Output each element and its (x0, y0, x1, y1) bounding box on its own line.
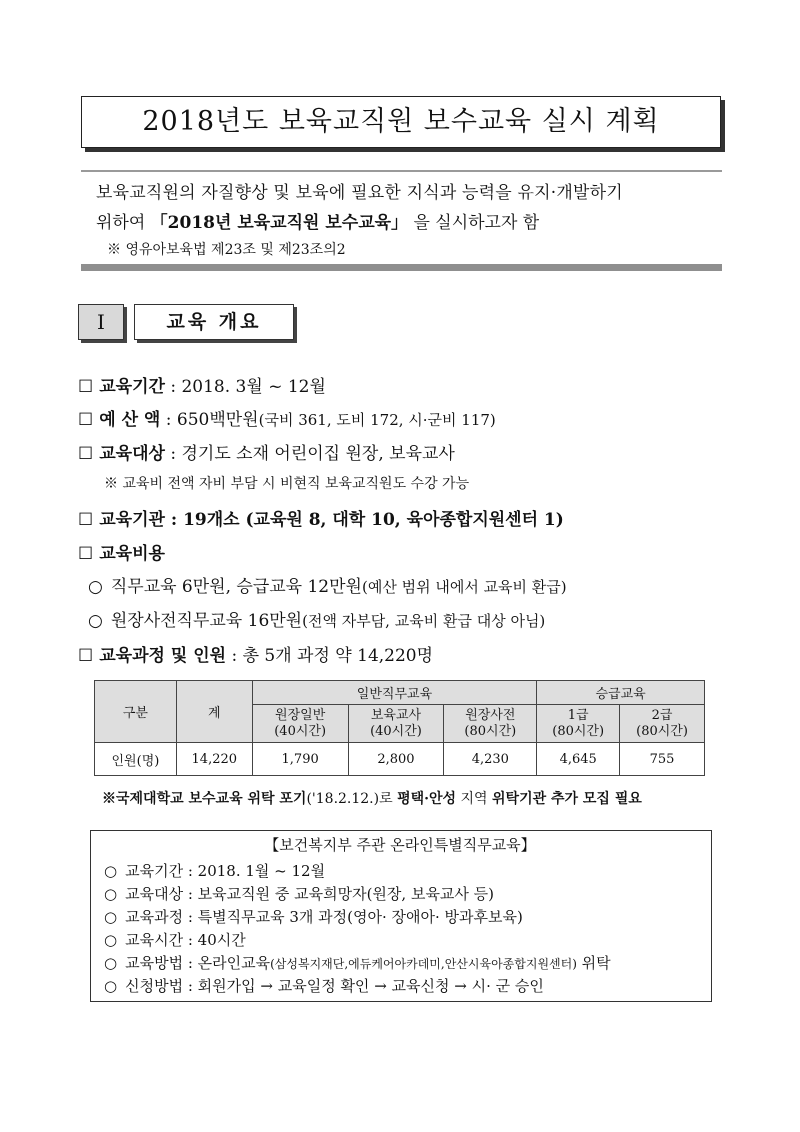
circle-bullet-icon: ○ (88, 611, 103, 631)
online-box-title: 【보건복지부 주관 온라인특별직무교육】 (264, 836, 536, 854)
checkbox-square-icon: ☐ (78, 410, 94, 430)
item-value: : 총 5개 과정 약 14,220명 (226, 646, 434, 666)
header-promotion-group: 승급교육 (537, 681, 705, 705)
sub-hours: (80시간) (464, 723, 517, 739)
online-item-value: : 40시간 (183, 931, 246, 949)
circle-bullet-icon: ○ (104, 885, 118, 903)
item-value: : 19개소 (교육원 8, 대학 10, 육아종합지원센터 1) (164, 510, 564, 530)
cost-main: 직무교육 6만원, 승급교육 12만원 (110, 577, 362, 597)
item-value: : 650백만원 (160, 410, 259, 430)
cost-detail: (예산 범위 내에서 교육비 환급) (361, 578, 567, 596)
checkbox-square-icon: ☐ (78, 444, 94, 464)
sub-hours: (40시간) (370, 723, 422, 739)
item-detail: (국비 361, 도비 172, 시·군비 117) (258, 411, 496, 429)
purpose-top-rule (81, 170, 722, 172)
online-item-value: : 온라인교육 (183, 954, 271, 972)
online-item-label: 교육과정 (125, 908, 184, 926)
row-total: 14,220 (176, 743, 252, 776)
target-note: ※ 교육비 전액 자비 부담 시 비현직 보육교직원도 수강 가능 (104, 476, 470, 492)
sub-name: 원장일반 (275, 707, 326, 723)
online-item (104, 952, 611, 973)
online-item (104, 975, 544, 996)
online-item-detail: (삼성복지재단,에듀케어아카데미,안산시육아종합지원센터) (270, 957, 577, 971)
item-value: : 경기도 소재 어린이집 원장, 보육교사 (164, 444, 455, 464)
online-item-value: : 2018. 1월 ~ 12월 (183, 862, 326, 880)
sub-hours: (80시간) (636, 723, 688, 739)
item-target (78, 439, 455, 464)
circle-bullet-icon: ○ (104, 908, 118, 926)
online-item-label: 교육기간 (125, 862, 184, 880)
warning-part: 평택·안성 (397, 791, 457, 807)
online-item-value: : 특별직무교육 3개 과정(영아· 장애아· 방과후보육) (183, 908, 523, 926)
header-sub (252, 705, 348, 743)
item-budget (78, 405, 496, 430)
warning-part: 지역 (456, 791, 493, 807)
online-item-label: 교육시간 (125, 931, 184, 949)
item-label: 교육과정 및 인원 (99, 646, 227, 666)
purpose-program-name: 「2018년 보육교직원 보수교육」 (150, 213, 409, 233)
online-item (104, 883, 494, 904)
circle-bullet-icon: ○ (104, 931, 118, 949)
online-item-value: : 보육교직원 중 교육희망자(원장, 보육교사 등) (183, 885, 495, 903)
warning-part: ※국제대학교 보수교육 위탁 포기 (102, 791, 307, 807)
enrollment-table (94, 680, 705, 776)
header-sub (620, 705, 705, 743)
row-label: 인원(명) (95, 743, 177, 776)
item-value: : 2018. 3월 ~ 12월 (164, 377, 326, 397)
sub-hours: (80시간) (552, 723, 605, 739)
page-title: 2018년도 보육교직원 보수교육 실시 계획 (142, 106, 660, 137)
sub-name: 원장사전 (465, 707, 516, 723)
cost-main: 원장사전직무교육 16만원 (110, 611, 303, 631)
purpose-line-1: 보육교직원의 자질향상 및 보육에 필요한 지식과 능력을 유지·개발하기 (96, 183, 623, 203)
recruitment-warning (102, 788, 642, 808)
purpose-prefix: 위하여 (96, 213, 151, 233)
circle-bullet-icon: ○ (104, 977, 118, 995)
item-cost (78, 539, 165, 564)
item-label: 교육비용 (99, 544, 165, 564)
sub-name: 2급 (651, 707, 673, 723)
header-sub (348, 705, 444, 743)
item-institution (78, 505, 564, 530)
legal-basis-note: ※ 영유아보육법 제23조 및 제23조의2 (107, 242, 346, 258)
section-title: 교육 개요 (134, 304, 294, 340)
checkbox-square-icon: ☐ (78, 646, 94, 666)
purpose-suffix: 을 실시하고자 함 (413, 213, 540, 233)
header-sub (444, 705, 537, 743)
online-item-label: 신청방법 (125, 977, 184, 995)
table-cell: 2,800 (348, 743, 444, 776)
cost-item-1 (88, 572, 567, 597)
online-item (104, 906, 523, 927)
header-category: 구분 (95, 681, 177, 743)
item-label: 교육기간 (99, 377, 165, 397)
cost-item-2 (88, 606, 545, 631)
purpose-bottom-rule (81, 264, 722, 271)
title-box (81, 96, 721, 148)
item-label: 예 산 액 (99, 410, 161, 430)
purpose-line-2 (96, 208, 539, 233)
online-item-label: 교육대상 (125, 885, 184, 903)
section-number: Ⅰ (78, 304, 124, 340)
table-row (95, 743, 705, 776)
circle-bullet-icon: ○ (104, 954, 118, 972)
online-item-suffix: 위탁 (576, 954, 611, 972)
checkbox-square-icon: ☐ (78, 544, 94, 564)
item-label: 교육기관 (99, 510, 165, 530)
table-cell: 755 (620, 743, 705, 776)
header-total: 계 (176, 681, 252, 743)
sub-hours: (40시간) (274, 723, 327, 739)
online-item (104, 929, 246, 950)
sub-name: 1급 (567, 707, 589, 723)
table-cell: 1,790 (252, 743, 348, 776)
item-period (78, 372, 326, 397)
item-course (78, 641, 433, 666)
item-label: 교육대상 (99, 444, 165, 464)
header-sub (537, 705, 620, 743)
checkbox-square-icon: ☐ (78, 377, 94, 397)
online-item-value: : 회원가입 → 교육일정 확인 → 교육신청 → 시· 군 승인 (183, 977, 544, 995)
warning-part: 위탁기관 추가 모집 필요 (492, 791, 642, 807)
checkbox-square-icon: ☐ (78, 510, 94, 530)
circle-bullet-icon: ○ (104, 862, 118, 880)
circle-bullet-icon: ○ (88, 577, 103, 597)
header-general-group: 일반직무교육 (252, 681, 537, 705)
sub-name: 보육교사 (370, 707, 422, 723)
table-cell: 4,645 (537, 743, 620, 776)
online-item-label: 교육방법 (125, 954, 184, 972)
cost-detail: (전액 자부담, 교육비 환급 대상 아님) (302, 612, 546, 630)
online-item (104, 860, 325, 881)
warning-part: ('18.2.12.)로 (306, 791, 398, 807)
table-cell: 4,230 (444, 743, 537, 776)
